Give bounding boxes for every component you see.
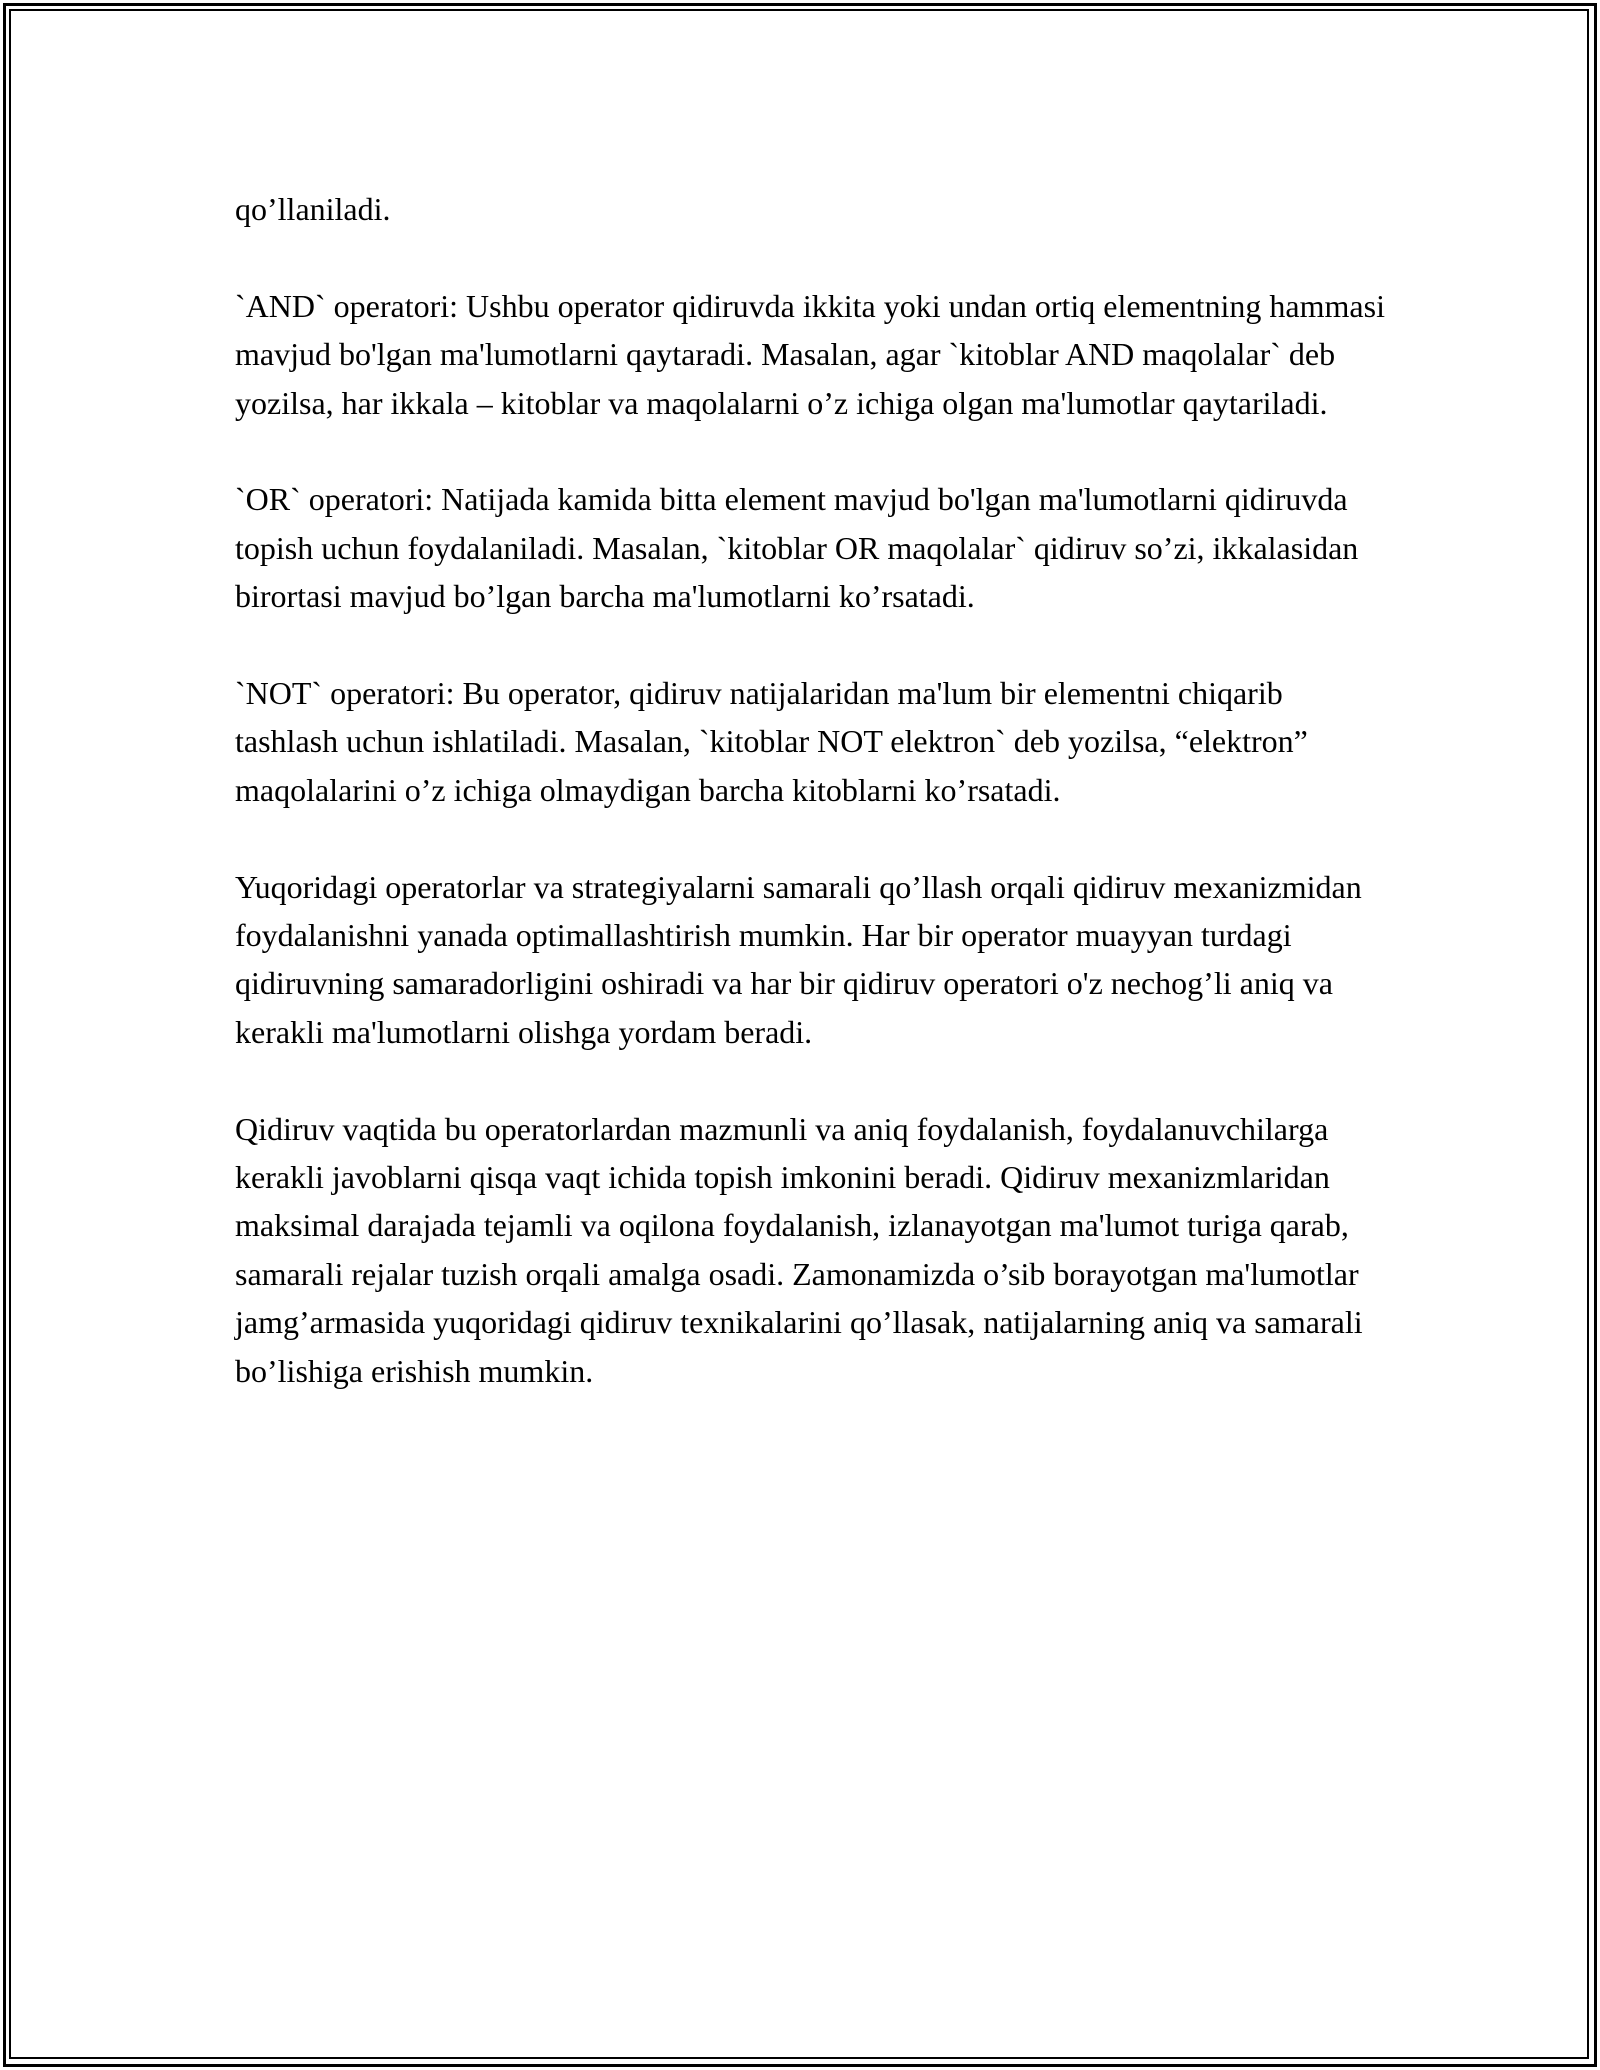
paragraph-and-operator: `AND` operatori: Ushbu operator qidiruvda ikkita yoki undan ortiq elementning hammasi mavjud bo'lgan ma'lumotlarni qaytaradi. Masalan, agar `kitoblar AND maqolalar` deb yozilsa, har ikkala – kitoblar va maqolalarni o’z ichiga olgan ma'lumotlar qaytariladi.: [235, 287, 1385, 421]
document-body: [235, 185, 1385, 1443]
paragraph-conclusion: Qidiruv vaqtida bu operatorlardan mazmunli va aniq foydalanish, foydalanuvchilarga kerakli javoblarni qisqa vaqt ichida topish imkonini beradi. Qidiruv mexanizmlaridan maksimal darajada tejamli va oqilona foydalanish, izlanayotgan ma'lumot turiga qarab, samarali rejalar tuzish orqali amalga osadi. Zamonamizda o’sib borayotgan ma'lumotlar jamg’armasida yuqoridagi qidiruv texnikalarini qo’llasak, natijalarning aniq va samarali bo’lishiga erishish mumkin.: [235, 1110, 1363, 1389]
paragraph-not-operator: `NOT` operatori: Bu operator, qidiruv natijalaridan ma'lum bir elementni chiqarib tashlash uchun ishlatiladi. Masalan, `kitoblar NOT elektron` deb yozilsa, “elektron” maqolalarini o’z ichiga olmaydigan barcha kitoblarni ko’rsatadi.: [235, 675, 1308, 808]
paragraph-or-operator: `OR` operatori: Natijada kamida bitta element mavjud bo'lgan ma'lumotlarni qidiruvda topish uchun foydalaniladi. Masalan, `kitoblar OR maqolalar` qidiruv so’zi, ikkalasidan birortasi mavjud bo’lgan barcha ma'lumotlarni ko’rsatadi.: [235, 481, 1359, 615]
paragraph-optimization: Yuqoridagi operatorlar va strategiyalarni samarali qo’llash orqali qidiruv mexanizmidan foydalanishni yanada optimallashtirish mumkin. Har bir operator muayyan turdagi qidiruvning samaradorligini oshiradi va har bir qidiruv operatori o'z nechog’li aniq va kerakli ma'lumotlarni olishga yordam beradi.: [235, 868, 1362, 1050]
paragraph-continuation: qo’llaniladi.: [235, 191, 391, 227]
